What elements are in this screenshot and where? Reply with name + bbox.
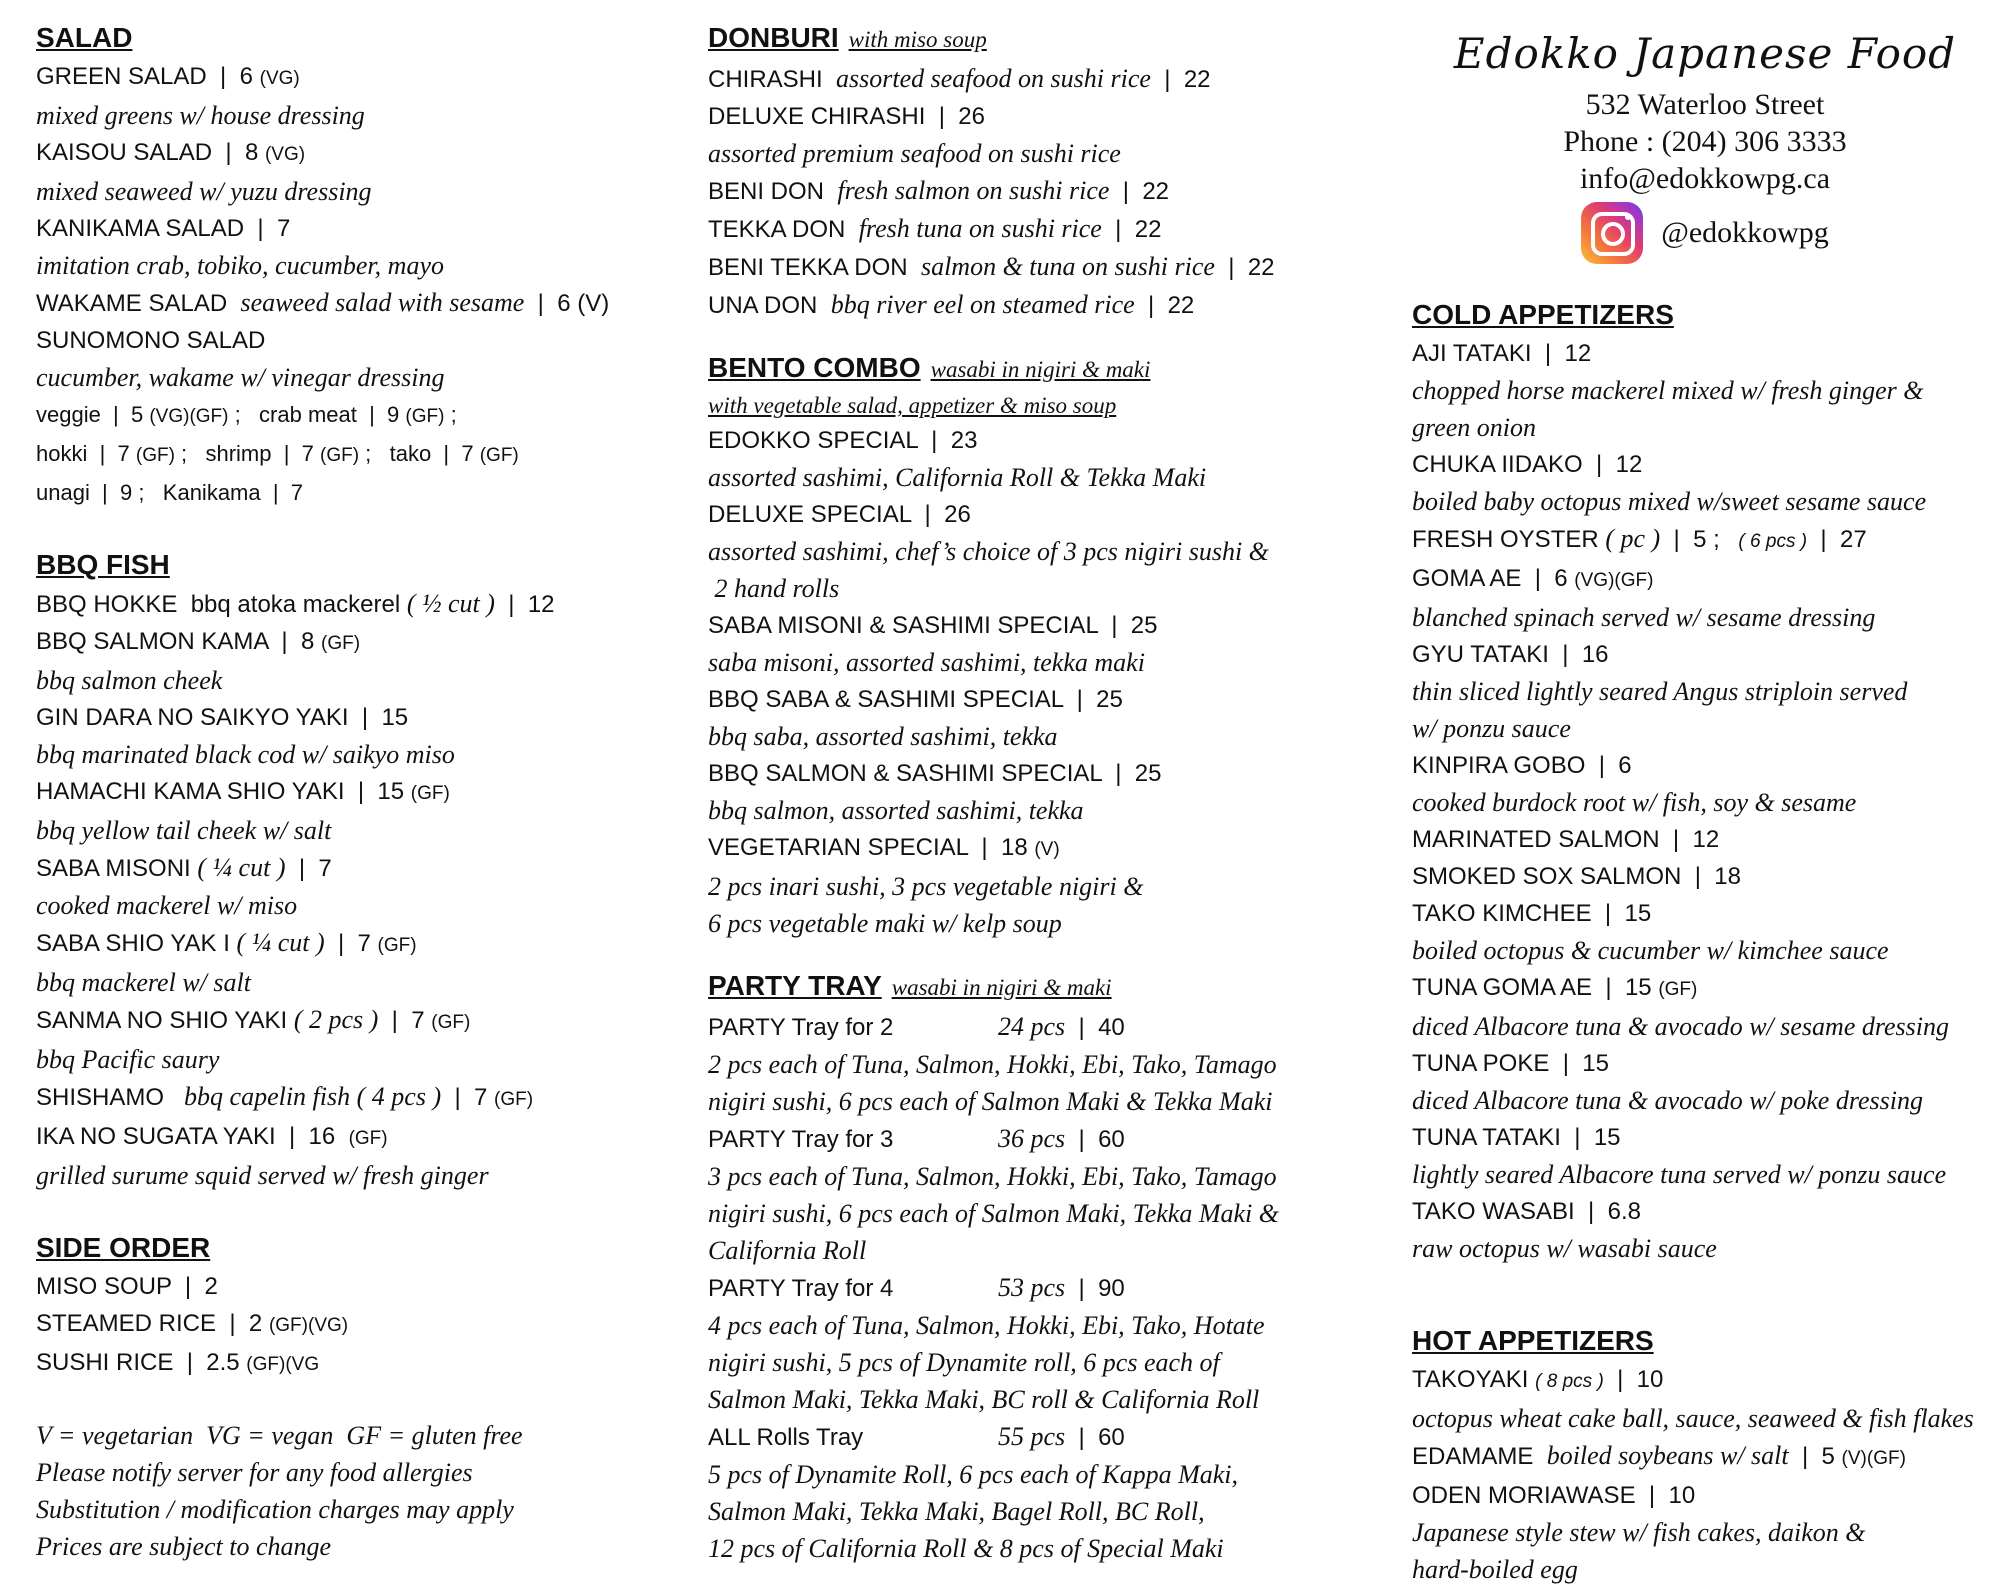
item-desc: Salmon Maki, Tekka Maki, Bagel Roll, BC Roll, xyxy=(708,1497,1205,1526)
spacer xyxy=(36,1383,676,1417)
item-note: boiled soybeans w/ salt xyxy=(1546,1441,1789,1470)
menu-item-tuna-poke: TUNA POKE | 15 xyxy=(1412,1050,1609,1077)
item-desc: 2 hand rolls xyxy=(708,574,840,603)
item-price: | 6 (V) xyxy=(524,290,610,317)
menu-item-tako-wasabi: TAKO WASABI | 6.8 xyxy=(1412,1198,1641,1225)
item-desc: hard-boiled egg xyxy=(1412,1555,1578,1584)
item-desc: nigiri sushi, 6 pcs each of Salmon Maki, Tekka Maki & xyxy=(708,1199,1279,1228)
restaurant-header xyxy=(1412,22,1998,265)
item-name: WAKAME SALAD xyxy=(36,290,241,317)
section-subnote: with vegetable salad, appetizer & miso soup xyxy=(708,393,1117,418)
menu-item-beni-tekka-don xyxy=(708,248,1398,286)
menu-item-tuna-goma-ae xyxy=(1412,969,1998,1008)
menu-item-beni-don xyxy=(708,172,1398,210)
item-portion: ( 2 pcs ) xyxy=(293,1005,379,1034)
item-desc: saba misoni, assorted sashimi, tekka maki xyxy=(708,648,1145,677)
item-name: STEAMED RICE | 2 xyxy=(36,1310,269,1337)
menu-item-gin-dara: GIN DARA NO SAIKYO YAKI | 15 xyxy=(36,704,409,731)
item-note: assorted seafood on sushi rice xyxy=(836,64,1151,93)
item-name: ALL Rolls Tray xyxy=(708,1424,864,1451)
item-desc: 3 pcs each of Tuna, Salmon, Hokki, Ebi, Tako, Tamago xyxy=(708,1162,1277,1191)
item-name: KAISOU SALAD | 8 xyxy=(36,139,265,166)
diet-tag: (GF) xyxy=(377,935,417,956)
menu-item-chuka-iidako: CHUKA IIDAKO | 12 xyxy=(1412,451,1643,478)
substitution-note: Substitution / modification charges may apply xyxy=(36,1495,514,1524)
item-desc: California Roll xyxy=(708,1236,867,1265)
item-desc: bbq salmon cheek xyxy=(36,666,223,695)
diet-tag: (GF) xyxy=(405,406,445,427)
menu-item-takoyaki xyxy=(1412,1361,1998,1400)
restaurant-email: info@edokkowpg.ca xyxy=(1579,162,1831,195)
instagram-icon xyxy=(1581,202,1643,264)
item-desc: boiled baby octopus mixed w/sweet sesame sauce xyxy=(1412,487,1927,516)
menu-column-left xyxy=(36,18,676,1565)
sunomono-options-1 xyxy=(36,396,676,435)
menu-item-vegetarian-special xyxy=(708,829,1398,868)
item-price: | 7 xyxy=(441,1084,495,1111)
menu-column-right xyxy=(1412,18,1998,1588)
menu-item-deluxe-special: DELUXE SPECIAL | 26 xyxy=(708,501,971,528)
menu-item-steamed-rice xyxy=(36,1305,676,1344)
item-price: | 12 xyxy=(494,591,555,618)
menu-item-tekka-don xyxy=(708,210,1398,248)
item-pieces: 36 pcs xyxy=(998,1124,1066,1153)
section-title-text: BENTO COMBO xyxy=(708,352,921,383)
item-desc: 6 pcs vegetable maki w/ kelp soup xyxy=(708,909,1062,938)
menu-item-aji-tataki: AJI TATAKI | 12 xyxy=(1412,340,1592,367)
item-desc: green onion xyxy=(1412,413,1536,442)
item-name: SABA MISONI xyxy=(36,855,198,882)
item-desc: bbq marinated black cod w/ saikyo miso xyxy=(36,740,455,769)
menu-item-bbq-salmon-special: BBQ SALMON & SASHIMI SPECIAL | 25 xyxy=(708,760,1162,787)
item-desc: w/ ponzu sauce xyxy=(1412,714,1571,743)
item-desc: cooked burdock root w/ fish, soy & sesame xyxy=(1412,788,1857,817)
diet-tag: (GF) xyxy=(320,445,360,466)
item-desc: bbq salmon, assorted sashimi, tekka xyxy=(708,796,1084,825)
menu-item-hamachi-kama xyxy=(36,773,676,812)
menu-item-bbq-saba-special: BBQ SABA & SASHIMI SPECIAL | 25 xyxy=(708,686,1123,713)
menu-item-marinated-salmon: MARINATED SALMON | 12 xyxy=(1412,826,1720,853)
diet-tag: (GF) xyxy=(348,1128,388,1149)
item-pieces: 55 pcs xyxy=(998,1422,1066,1451)
section-title-hot-appetizers: HOT APPETIZERS xyxy=(1412,1325,1654,1356)
item-note: salmon & tuna on sushi rice xyxy=(920,252,1215,281)
item-price: | 5 ; xyxy=(1660,526,1734,553)
menu-item-una-don xyxy=(708,286,1398,324)
item-name: SANMA NO SHIO YAKI xyxy=(36,1007,294,1034)
item-price: | 5 xyxy=(1788,1443,1842,1470)
restaurant-phone: Phone : (204) 306 3333 xyxy=(1563,125,1847,158)
item-price: | 7 xyxy=(378,1007,432,1034)
item-desc: mixed greens w/ house dressing xyxy=(36,101,365,130)
item-name: FRESH OYSTER xyxy=(1412,526,1606,553)
diet-tag: (GF)(VG xyxy=(246,1354,320,1375)
sunomono-options-3: unagi | 9 ; Kanikama | 7 xyxy=(36,480,304,505)
item-price: | 60 xyxy=(1065,1424,1125,1451)
item-desc: 5 pcs of Dynamite Roll, 6 pcs each of Kappa Maki, xyxy=(708,1460,1239,1489)
item-price: | 40 xyxy=(1065,1014,1125,1041)
item-name: TAKOYAKI xyxy=(1412,1366,1536,1393)
item-portion: ( ¼ cut ) xyxy=(236,928,325,957)
item-portion: ( ¼ cut ) xyxy=(197,853,286,882)
item-name: BENI DON xyxy=(708,178,838,205)
item-desc: thin sliced lightly seared Angus striploin served xyxy=(1412,677,1908,706)
item-desc: 4 pcs each of Tuna, Salmon, Hokki, Ebi, Tako, Hotate xyxy=(708,1311,1265,1340)
menu-item-wakame-salad xyxy=(36,284,676,322)
menu-item-miso-soup: MISO SOUP | 2 xyxy=(36,1273,218,1300)
item-name: GREEN SALAD | 6 xyxy=(36,63,260,90)
option-text: ; crab meat | 9 xyxy=(228,402,406,427)
option-text: hokki | 7 xyxy=(36,441,136,466)
item-desc: chopped horse mackerel mixed w/ fresh ginger & xyxy=(1412,376,1924,405)
item-price: | 60 xyxy=(1065,1126,1125,1153)
item-desc: assorted sashimi, California Roll & Tekka Maki xyxy=(708,463,1207,492)
spacer xyxy=(36,1194,676,1228)
legend-note: V = vegetarian VG = vegan GF = gluten free xyxy=(36,1421,523,1450)
item-desc: octopus wheat cake ball, sauce, seaweed & fish flakes xyxy=(1412,1404,1974,1433)
menu-item-edamame xyxy=(1412,1437,1998,1477)
menu-item-saba-misoni-special: SABA MISONI & SASHIMI SPECIAL | 25 xyxy=(708,612,1158,639)
menu-item-tako-kimchee: TAKO KIMCHEE | 15 xyxy=(1412,900,1652,927)
item-desc: cucumber, wakame w/ vinegar dressing xyxy=(36,363,445,392)
item-desc: 2 pcs inari sushi, 3 pcs vegetable nigiri & xyxy=(708,872,1144,901)
item-name: PARTY Tray for 2 xyxy=(708,1014,894,1041)
item-desc: mixed seaweed w/ yuzu dressing xyxy=(36,177,372,206)
menu-item-edokko-special: EDOKKO SPECIAL | 23 xyxy=(708,427,978,454)
section-title-text: PARTY TRAY xyxy=(708,970,882,1001)
item-desc: boiled octopus & cucumber w/ kimchee sauce xyxy=(1412,936,1889,965)
item-price: | 22 xyxy=(1134,292,1195,319)
item-desc: bbq mackerel w/ salt xyxy=(36,968,251,997)
item-name: UNA DON xyxy=(708,292,831,319)
item-note: fresh tuna on sushi rice xyxy=(858,214,1102,243)
menu-item-party-tray-2 xyxy=(708,1008,1398,1046)
section-title-cold-appetizers: COLD APPETIZERS xyxy=(1412,299,1674,330)
item-price: | 7 xyxy=(324,930,378,957)
section-note: with miso soup xyxy=(848,27,987,52)
menu-item-ika xyxy=(36,1118,676,1157)
spacer xyxy=(708,324,1398,348)
item-price: | 7 xyxy=(285,855,332,882)
menu-item-sunomono-salad: SUNOMONO SALAD xyxy=(36,327,266,354)
item-desc: bbq saba, assorted sashimi, tekka xyxy=(708,722,1058,751)
menu-item-party-tray-3 xyxy=(708,1120,1398,1158)
item-name: TUNA GOMA AE | 15 xyxy=(1412,974,1659,1001)
option-text: ; shrimp | 7 xyxy=(174,441,321,466)
item-price: | 22 xyxy=(1150,66,1211,93)
menu-item-tuna-tataki: TUNA TATAKI | 15 xyxy=(1412,1124,1621,1151)
diet-tag: (GF) xyxy=(431,1012,471,1033)
item-price: | 22 xyxy=(1214,254,1275,281)
menu-item-deluxe-chirashi: DELUXE CHIRASHI | 26 xyxy=(708,103,985,130)
item-name: VEGETARIAN SPECIAL | 18 xyxy=(708,834,1035,861)
diet-tag: (VG)(GF) xyxy=(149,406,229,427)
diet-tag: (V) xyxy=(1034,839,1060,860)
option-text: ; tako | 7 xyxy=(359,441,480,466)
menu-item-all-rolls-tray xyxy=(708,1418,1398,1456)
section-title-text: DONBURI xyxy=(708,22,839,53)
item-name: GOMA AE | 6 xyxy=(1412,565,1575,592)
instagram-handle: @edokkowpg xyxy=(1661,216,1829,249)
item-name: SABA SHIO YAK I xyxy=(36,930,237,957)
item-pieces: 24 pcs xyxy=(998,1012,1066,1041)
item-price: | 22 xyxy=(1109,178,1170,205)
spacer xyxy=(1412,265,1998,295)
menu-item-bbq-salmon-kama xyxy=(36,623,676,662)
item-price: | 22 xyxy=(1101,216,1162,243)
item-pieces: 53 pcs xyxy=(998,1273,1066,1302)
item-name: CHIRASHI xyxy=(708,66,837,93)
item-name: IKA NO SUGATA YAKI | 16 xyxy=(36,1123,349,1150)
section-title-side-order: SIDE ORDER xyxy=(36,1232,211,1263)
diet-tag: (VG)(GF) xyxy=(1574,570,1654,591)
section-title-donburi xyxy=(708,18,1398,60)
item-desc: lightly seared Albacore tuna served w/ ponzu sauce xyxy=(1412,1160,1947,1189)
item-desc: assorted premium seafood on sushi rice xyxy=(708,139,1121,168)
menu-item-sanma xyxy=(36,1001,676,1041)
item-desc: grilled surume squid served w/ fresh ginger xyxy=(36,1161,489,1190)
menu-item-goma-ae xyxy=(1412,560,1998,599)
item-desc: bbq yellow tail cheek w/ salt xyxy=(36,816,332,845)
menu-item-smoked-sox-salmon: SMOKED SOX SALMON | 18 xyxy=(1412,863,1741,890)
item-note: fresh salmon on sushi rice xyxy=(837,176,1110,205)
diet-tag: (VG) xyxy=(264,144,306,165)
spacer xyxy=(708,942,1398,966)
diet-tag: (GF) xyxy=(321,633,361,654)
restaurant-address: 532 Waterloo Street xyxy=(1585,88,1825,121)
option-text: veggie | 5 xyxy=(36,402,150,427)
diet-tag: (GF) xyxy=(410,783,450,804)
item-name: BBQ HOKKE bbq atoka mackerel xyxy=(36,591,407,618)
item-name: PARTY Tray for 3 xyxy=(708,1126,894,1153)
menu-item-fresh-oyster xyxy=(1412,520,1998,560)
menu-item-saba-shio-yaki xyxy=(36,924,676,964)
diet-tag: (GF) xyxy=(479,445,519,466)
menu-item-party-tray-4 xyxy=(708,1269,1398,1307)
item-portion: ( pc ) xyxy=(1605,524,1661,553)
item-name: SHISHAMO xyxy=(36,1084,185,1111)
diet-tag: (V)(GF) xyxy=(1841,1448,1906,1469)
item-desc: nigiri sushi, 5 pcs of Dynamite roll, 6 pcs each of xyxy=(708,1348,1220,1377)
section-note: wasabi in nigiri & maki xyxy=(930,357,1151,382)
item-name: TEKKA DON xyxy=(708,216,859,243)
item-name: HAMACHI KAMA SHIO YAKI | 15 xyxy=(36,778,411,805)
menu-item-sushi-rice xyxy=(36,1344,676,1383)
item-desc: diced Albacore tuna & avocado w/ sesame dressing xyxy=(1412,1012,1950,1041)
menu-item-green-salad xyxy=(36,58,676,97)
instagram-row xyxy=(1412,201,1998,265)
item-portion: ( 6 pcs ) xyxy=(1733,531,1808,552)
item-desc: 12 pcs of California Roll & 8 pcs of Special Maki xyxy=(708,1534,1224,1563)
item-desc: 2 pcs each of Tuna, Salmon, Hokki, Ebi, Tako, Tamago xyxy=(708,1050,1277,1079)
spacer xyxy=(1412,1267,1998,1321)
allergy-note: Please notify server for any food allergies xyxy=(36,1458,473,1487)
item-portion: ( 8 pcs ) xyxy=(1535,1371,1604,1392)
item-price: | 10 xyxy=(1603,1366,1664,1393)
item-desc: raw octopus w/ wasabi sauce xyxy=(1412,1234,1717,1263)
diet-tag: (GF) xyxy=(1658,979,1698,1000)
item-name: BBQ SALMON KAMA | 8 xyxy=(36,628,321,655)
section-title-bento-combo xyxy=(708,348,1398,390)
item-desc: blanched spinach served w/ sesame dressing xyxy=(1412,603,1876,632)
item-name: EDAMAME xyxy=(1412,1443,1547,1470)
menu-item-chirashi xyxy=(708,60,1398,98)
menu-item-saba-misoni xyxy=(36,849,676,887)
item-desc: Salmon Maki, Tekka Maki, BC roll & California Roll xyxy=(708,1385,1260,1414)
diet-tag: (GF) xyxy=(135,445,175,466)
price-note: Prices are subject to change xyxy=(36,1532,332,1561)
section-title-party-tray xyxy=(708,966,1398,1008)
item-name: SUSHI RICE | 2.5 xyxy=(36,1349,247,1376)
menu-item-kanikama-salad: KANIKAMA SALAD | 7 xyxy=(36,215,291,242)
item-desc: imitation crab, tobiko, cucumber, mayo xyxy=(36,251,444,280)
diet-tag: (GF) xyxy=(494,1089,534,1110)
section-note: wasabi in nigiri & maki xyxy=(891,975,1112,1000)
menu-item-shishamo xyxy=(36,1078,676,1118)
item-desc: nigiri sushi, 6 pcs each of Salmon Maki & Tekka Maki xyxy=(708,1087,1273,1116)
item-desc: diced Albacore tuna & avocado w/ poke dressing xyxy=(1412,1086,1923,1115)
menu-item-gyu-tataki: GYU TATAKI | 16 xyxy=(1412,641,1609,668)
item-name: BENI TEKKA DON xyxy=(708,254,921,281)
item-price: | 27 xyxy=(1807,526,1867,553)
menu-item-bbq-hokke xyxy=(36,585,676,623)
item-name: PARTY Tray for 4 xyxy=(708,1275,894,1302)
item-desc: bbq Pacific saury xyxy=(36,1045,220,1074)
item-portion: ( ½ cut ) xyxy=(406,589,495,618)
section-title-salad: SALAD xyxy=(36,22,133,53)
menu-column-middle xyxy=(708,18,1398,1567)
option-text: ; xyxy=(444,402,457,427)
item-price: | 90 xyxy=(1065,1275,1125,1302)
menu-item-kinpira-gobo: KINPIRA GOBO | 6 xyxy=(1412,752,1632,779)
item-desc: assorted sashimi, chef’s choice of 3 pcs nigiri sushi & xyxy=(708,537,1269,566)
diet-tag: (VG) xyxy=(259,68,300,89)
spacer xyxy=(36,511,676,545)
restaurant-logo: Edokko Japanese Food xyxy=(1453,29,1957,78)
sunomono-options-2 xyxy=(36,435,676,474)
item-desc: Japanese style stew w/ fish cakes, daikon & xyxy=(1412,1518,1866,1547)
item-note: bbq capelin fish ( 4 pcs ) xyxy=(184,1082,442,1111)
item-note: bbq river eel on steamed rice xyxy=(830,290,1135,319)
section-title-bbq-fish: BBQ FISH xyxy=(36,549,170,580)
diet-tag: (GF)(VG) xyxy=(268,1315,349,1336)
menu-item-kaisou-salad xyxy=(36,134,676,173)
item-desc: cooked mackerel w/ miso xyxy=(36,891,298,920)
menu-item-oden-moriawase: ODEN MORIAWASE | 10 xyxy=(1412,1482,1696,1509)
item-note: seaweed salad with sesame xyxy=(240,288,525,317)
